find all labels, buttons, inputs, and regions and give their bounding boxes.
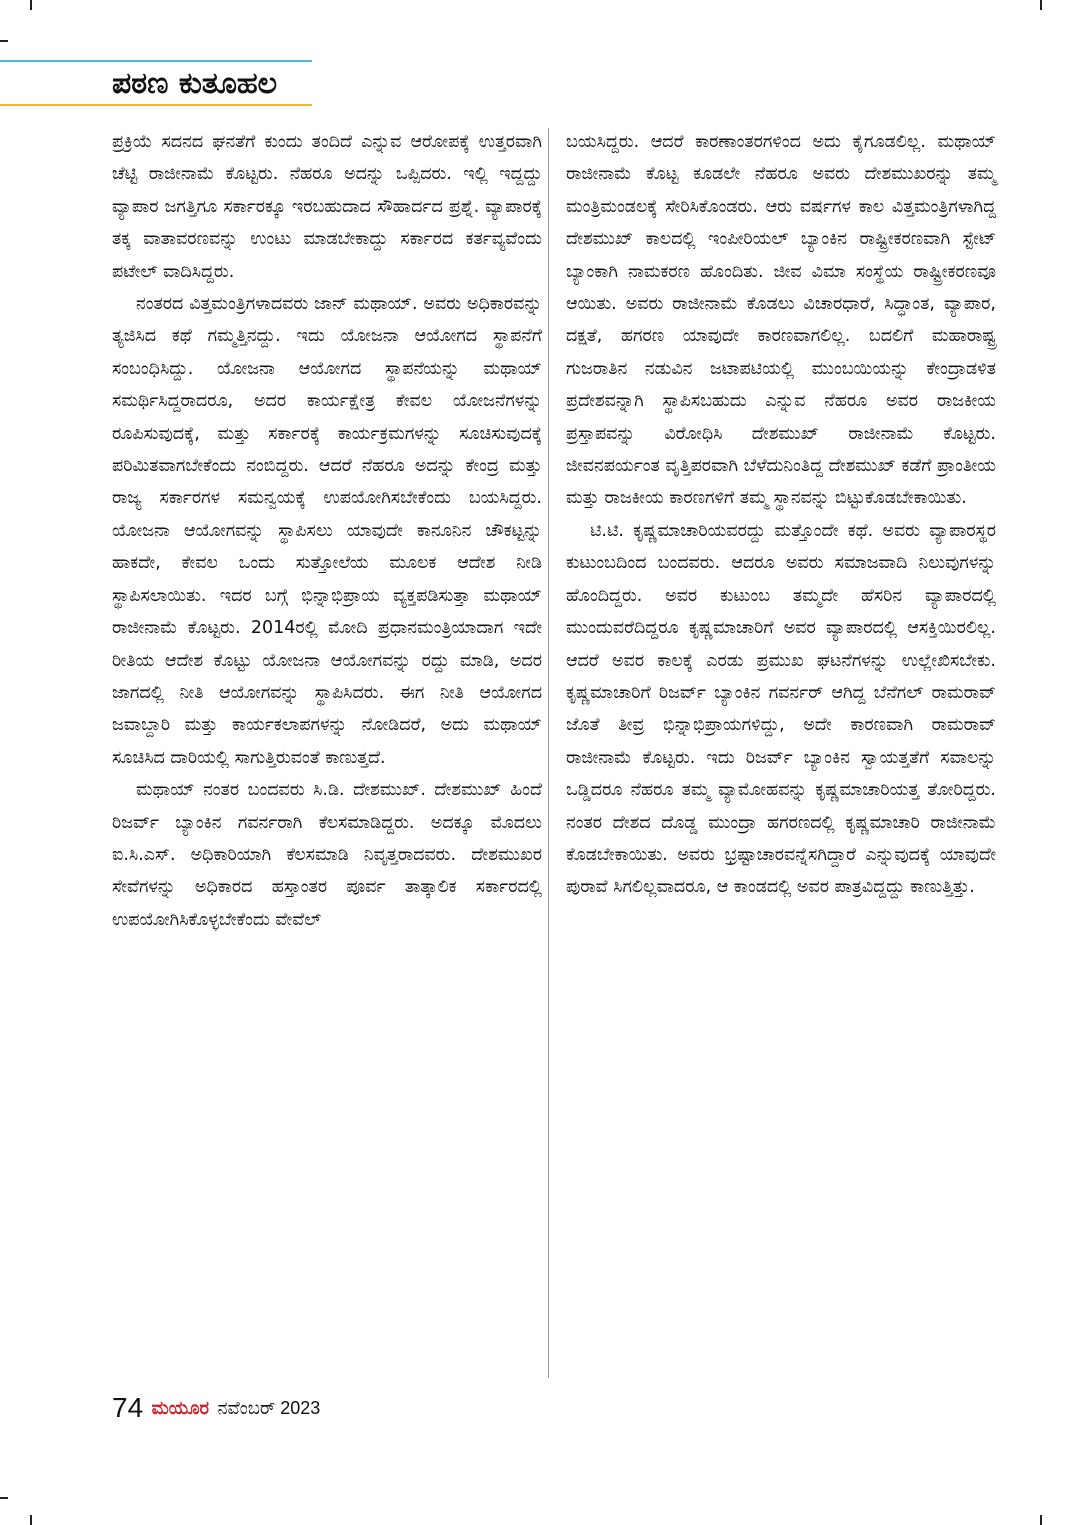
paragraph: ಟಿ.ಟಿ. ಕೃಷ್ಣಮಾಚಾರಿಯವರದ್ದು ಮತ್ತೊಂದೇ ಕಥೆ. ಅವರು ವ್ಯಾಪಾರಸ್ಥರ ಕುಟುಂಬದಿಂದ ಬಂದವರು. ಆದರೂ ಅವರು ಸಮಾಜವಾದಿ ನಿಲುವುಗಳನ್ನು ಹೊಂದಿದ್ದರು. ಅವರ ಕುಟುಂಬ ತಮ್ಮದೇ ಹೆಸರಿನ ವ್ಯಾಪಾರದಲ್ಲಿ ಮುಂದುವರೆದಿದ್ದರೂ ಕೃಷ್ಣಮಾಚಾರಿಗೆ ಅವರ ವ್ಯಾಪಾರದಲ್ಲಿ ಆಸಕ್ತಿಯಿರಲಿಲ್ಲ. ಆದರೆ ಅವರ ಕಾಲಕ್ಕೆ ಎರಡು ಪ್ರಮುಖ ಘಟನೆಗಳನ್ನು ಉಲ್ಲೇಖಿಸಬೇಕು. ಕೃಷ್ಣಮಾಚಾರಿಗೆ ರಿಜರ್ವ್ ಬ್ಯಾಂಕಿನ ಗವರ್ನರ್ ಆಗಿದ್ದ ಬೆನೆಗಲ್ ರಾಮರಾವ್ ಜೊತೆ ತೀವ್ರ ಭಿನ್ನಾಭಿಪ್ರಾಯಗಳಿದ್ದು, ಅದೇ ಕಾರಣವಾಗಿ ರಾಮರಾವ್ ರಾಜೀನಾಮೆ ಕೊಟ್ಟರು. ಇದು ರಿಜರ್ವ್ ಬ್ಯಾಂಕಿನ ಸ್ವಾಯತ್ತತೆಗೆ ಸವಾಲನ್ನು ಒಡ್ಡಿದರೂ ನೆಹರೂ ತಮ್ಮ ವ್ಯಾಮೋಹವನ್ನು ಕೃಷ್ಣಮಾಚಾರಿಯತ್ತ ತೋರಿದ್ದರು. ನಂತರ ದೇಶದ ದೊಡ್ಡ ಮುಂದ್ರಾ ಹಗರಣದಲ್ಲಿ ಕೃಷ್ಣಮಾಚಾರಿ ರಾಜೀನಾಮೆ ಕೊಡಬೇಕಾಯಿತು. ಅವರು ಭ್ರಷ್ಟಾಚಾರವನ್ನೆಸಗಿದ್ದಾರೆ ಎನ್ನುವುದಕ್ಕೆ ಯಾವುದೇ ಪುರಾವೆ ಸಿಗಲಿಲ್ಲವಾದರೂ, ಆ ಕಾಂಡದಲ್ಲಿ ಅವರ ಪಾತ್ರವಿದ್ದದ್ದು ಕಾಣುತ್ತಿತ್ತು. [566, 520, 996, 898]
section-title: ಪಠಣ ಕುತೂಹಲ [112, 66, 278, 101]
crop-mark [30, 0, 32, 10]
column-divider [548, 128, 549, 1378]
paragraph: ಪ್ರಕ್ರಿಯೆ ಸದನದ ಘನತೆಗೆ ಕುಂದು ತಂದಿದೆ ಎನ್ನುವ ಆರೋಪಕ್ಕೆ ಉತ್ತರವಾಗಿ ಚೆಟ್ಟಿ ರಾಜೀನಾಮೆ ಕೊಟ್ಟರು. ನೆಹರೂ ಅದನ್ನು ಒಪ್ಪಿದರು. ಇಲ್ಲಿ ಇದ್ದದ್ದು ವ್ಯಾಪಾರ ಜಗತ್ತಿಗೂ ಸರ್ಕಾರಕ್ಕೂ ಇರಬಹುದಾದ ಸೌಹಾರ್ದದ ಪ್ರಶ್ನೆ. ವ್ಯಾಪಾರಕ್ಕೆ ತಕ್ಕ ವಾತಾವರಣವನ್ನು ಉಂಟು ಮಾಡಬೇಕಾದ್ದು ಸರ್ಕಾರದ ಕರ್ತವ್ಯವೆಂದು ಪಟೇಲ್ ವಾದಿಸಿದ್ದರು. [112, 132, 542, 282]
header-rule-bottom [0, 104, 312, 106]
magazine-logo: ಮಯೂರ [151, 1397, 210, 1418]
paragraph: ನಂತರದ ವಿತ್ತಮಂತ್ರಿಗಳಾದವರು ಜಾನ್ ಮಥಾಯ್. ಅವರು ಅಧಿಕಾರವನ್ನು ತ್ಯಜಿಸಿದ ಕಥೆ ಗಮ್ಮತ್ತಿನದ್ದು. ಇದು ಯೋಜನಾ ಆಯೋಗದ ಸ್ಥಾಪನೆಗೆ ಸಂಬಂಧಿಸಿದ್ದು. ಯೋಜನಾ ಆಯೋಗದ ಸ್ಥಾಪನೆಯನ್ನು ಮಥಾಯ್ ಸಮರ್ಥಿಸಿದ್ದರಾದರೂ, ಅದರ ಕಾರ್ಯಕ್ಷೇತ್ರ ಕೇವಲ ಯೋಜನೆಗಳನ್ನು ರೂಪಿಸುವುದಕ್ಕೆ, ಮತ್ತು ಸರ್ಕಾರಕ್ಕೆ ಕಾರ್ಯಕ್ರಮಗಳನ್ನು ಸೂಚಿಸುವುದಕ್ಕೆ ಪರಿಮಿತವಾಗಬೇಕೆಂದು ನಂಬಿದ್ದರು. ಆದರೆ ನೆಹರೂ ಅದನ್ನು ಕೇಂದ್ರ ಮತ್ತು ರಾಜ್ಯ ಸರ್ಕಾರಗಳ ಸಮನ್ವಯಕ್ಕೆ ಉಪಯೋಗಿಸಬೇಕೆಂದು ಬಯಸಿದ್ದರು. ಯೋಜನಾ ಆಯೋಗವನ್ನು ಸ್ಥಾಪಿಸಲು ಯಾವುದೇ ಕಾನೂನಿನ ಚೌಕಟ್ಟನ್ನು ಹಾಕದೇ, ಕೇವಲ ಒಂದು ಸುತ್ತೋಲೆಯ ಮೂಲಕ ಆದೇಶ ನೀಡಿ ಸ್ಥಾಪಿಸಲಾಯಿತು. ಇದರ ಬಗ್ಗೆ ಭಿನ್ನಾಭಿಪ್ರಾಯ ವ್ಯಕ್ತಪಡಿಸುತ್ತಾ ಮಥಾಯ್ ರಾಜೀನಾಮೆ ಕೊಟ್ಟರು. 2014ರಲ್ಲಿ ಮೋದಿ ಪ್ರಧಾನಮಂತ್ರಿಯಾದಾಗ ಇದೇ ರೀತಿಯ ಆದೇಶ ಕೊಟ್ಟು ಯೋಜನಾ ಆಯೋಗವನ್ನು ರದ್ದು ಮಾಡಿ, ಅದರ ಜಾಗದಲ್ಲಿ ನೀತಿ ಆಯೋಗವನ್ನು ಸ್ಥಾಪಿಸಿದರು. ಈಗ ನೀತಿ ಆಯೋಗದ ಜವಾಬ್ದಾರಿ ಮತ್ತು ಕಾರ್ಯಕಲಾಪಗಳನ್ನು ನೋಡಿದರೆ, ಅದು ಮಥಾಯ್ ಸೂಚಿಸಿದ ದಾರಿಯಲ್ಲಿ ಸಾಗುತ್ತಿರುವಂತೆ ಕಾಣುತ್ತದೆ. [112, 294, 542, 768]
crop-mark [1040, 0, 1042, 10]
page-number: 74 [112, 1392, 144, 1423]
crop-mark [1040, 1515, 1042, 1525]
header-rule-top [0, 60, 312, 62]
issue-date: ನವೆಂಬರ್ 2023 [217, 1397, 321, 1418]
crop-mark [0, 40, 8, 42]
article-column-right [566, 126, 996, 904]
page-footer [112, 1392, 320, 1424]
article-column-left [112, 126, 542, 936]
paragraph: ಬಯಸಿದ್ದರು. ಆದರೆ ಕಾರಣಾಂತರಗಳಿಂದ ಅದು ಕೈಗೂಡಲಿಲ್ಲ. ಮಥಾಯ್ ರಾಜೀನಾಮೆ ಕೊಟ್ಟ ಕೂಡಲೇ ನೆಹರೂ ಅವರು ದೇಶಮುಖರನ್ನು ತಮ್ಮ ಮಂತ್ರಿಮಂಡಲಕ್ಕೆ ಸೇರಿಸಿಕೊಂಡರು. ಆರು ವರ್ಷಗಳ ಕಾಲ ವಿತ್ತಮಂತ್ರಿಗಳಾಗಿದ್ದ ದೇಶಮುಖ್ ಕಾಲದಲ್ಲಿ ಇಂಪೀರಿಯಲ್ ಬ್ಯಾಂಕಿನ ರಾಷ್ಟ್ರೀಕರಣವಾಗಿ ಸ್ಟೇಟ್ ಬ್ಯಾಂಕಾಗಿ ನಾಮಕರಣ ಹೊಂದಿತು. ಜೀವ ವಿಮಾ ಸಂಸ್ಥೆಯ ರಾಷ್ಟ್ರೀಕರಣವೂ ಆಯಿತು. ಅವರು ರಾಜೀನಾಮೆ ಕೊಡಲು ವಿಚಾರಧಾರೆ, ಸಿದ್ಧಾಂತ, ವ್ಯಾಪಾರ, ದಕ್ಷತೆ, ಹಗರಣ ಯಾವುದೇ ಕಾರಣವಾಗಲಿಲ್ಲ. ಬದಲಿಗೆ ಮಹಾರಾಷ್ಟ್ರ ಗುಜರಾತಿನ ನಡುವಿನ ಜಟಾಪಟಿಯಲ್ಲಿ ಮುಂಬಯಿಯನ್ನು ಕೇಂದ್ರಾಡಳಿತ ಪ್ರದೇಶವನ್ನಾಗಿ ಸ್ಥಾಪಿಸಬಹುದು ಎನ್ನುವ ನೆಹರೂ ಅವರ ರಾಜಕೀಯ ಪ್ರಸ್ತಾಪವನ್ನು ವಿರೋಧಿಸಿ ದೇಶಮುಖ್ ರಾಜೀನಾಮೆ ಕೊಟ್ಟರು. ಜೀವನಪರ್ಯಂತ ವೃತ್ತಿಪರವಾಗಿ ಬೆಳೆದುನಿಂತಿದ್ದ ದೇಶಮುಖ್ ಕಡೆಗೆ ಪ್ರಾಂತೀಯ ಮತ್ತು ರಾಜಕೀಯ ಕಾರಣಗಳಿಗೆ ತಮ್ಮ ಸ್ಥಾನವನ್ನು ಬಿಟ್ಟುಕೊಡಬೇಕಾಯಿತು. [566, 132, 996, 509]
crop-mark [0, 1497, 8, 1499]
paragraph: ಮಥಾಯ್ ನಂತರ ಬಂದವರು ಸಿ.ಡಿ. ದೇಶಮುಖ್. ದೇಶಮುಖ್ ಹಿಂದೆ ರಿಜರ್ವ್ ಬ್ಯಾಂಕಿನ ಗವರ್ನರಾಗಿ ಕೆಲಸಮಾಡಿದ್ದರು. ಅದಕ್ಕೂ ಮೊದಲು ಐ.ಸಿ.ಎಸ್. ಅಧಿಕಾರಿಯಾಗಿ ಕೆಲಸಮಾಡಿ ನಿವೃತ್ತರಾದವರು. ದೇಶಮುಖರ ಸೇವೆಗಳನ್ನು ಅಧಿಕಾರದ ಹಸ್ತಾಂತರ ಪೂರ್ವ ತಾತ್ಕಾಲಿಕ ಸರ್ಕಾರದಲ್ಲಿ ಉಪಯೋಗಿಸಿಕೊಳ್ಳಬೇಕೆಂದು ವೇವೆಲ್ [112, 780, 542, 930]
crop-mark [30, 1515, 32, 1525]
